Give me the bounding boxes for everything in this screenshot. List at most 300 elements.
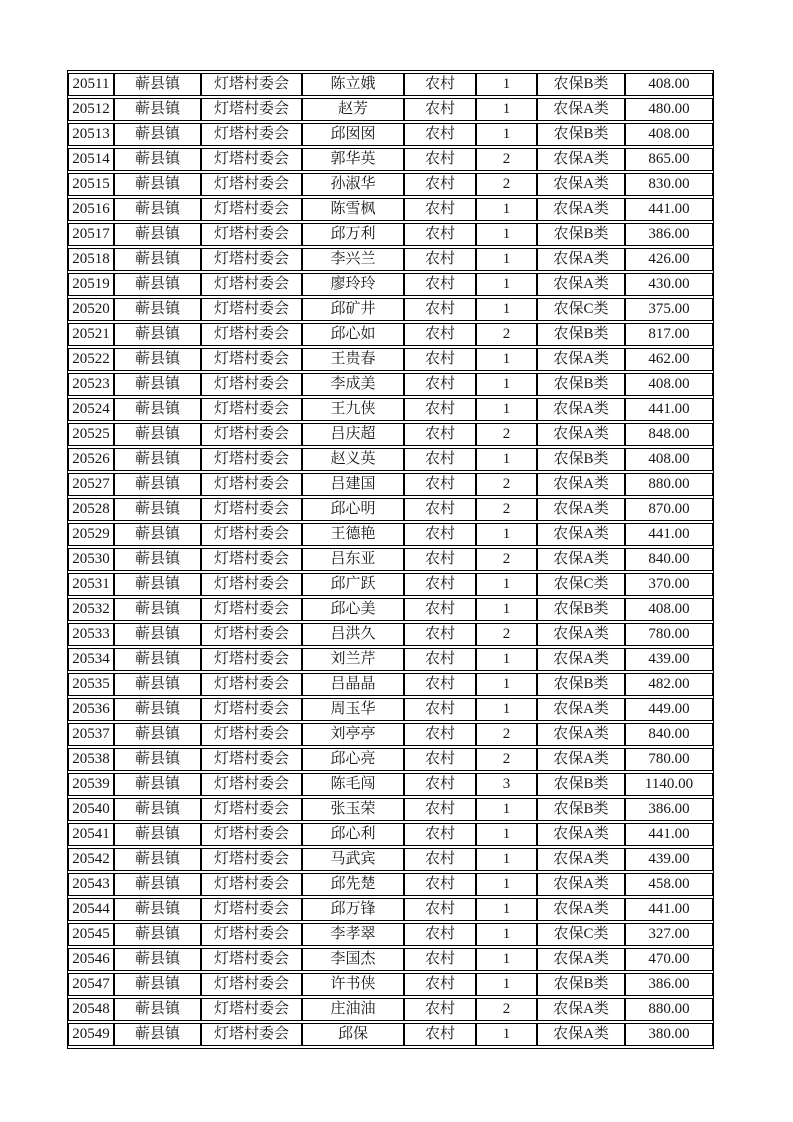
- insurance-category-cell: 农保B类: [537, 673, 625, 696]
- person-count-cell: 1: [476, 823, 537, 846]
- table-row: [68, 448, 713, 471]
- village-committee-cell: 灯塔村委会: [201, 823, 302, 846]
- amount-cell: 441.00: [625, 398, 713, 421]
- insurance-category-cell: 农保A类: [537, 998, 625, 1021]
- village-committee-cell: 灯塔村委会: [201, 298, 302, 321]
- serial-number-cell: 20543: [68, 873, 114, 896]
- town-cell: 蕲县镇: [114, 473, 201, 496]
- table-row: [68, 923, 713, 946]
- person-name-cell: 陈雪枫: [302, 198, 404, 221]
- insurance-category-cell: 农保A类: [537, 748, 625, 771]
- residence-type-cell: 农村: [404, 898, 476, 921]
- table-row: [68, 848, 713, 871]
- residence-type-cell: 农村: [404, 123, 476, 146]
- serial-number-cell: 20537: [68, 723, 114, 746]
- serial-number-cell: 20547: [68, 973, 114, 996]
- person-name-cell: 邱万锋: [302, 898, 404, 921]
- residence-type-cell: 农村: [404, 273, 476, 296]
- town-cell: 蕲县镇: [114, 448, 201, 471]
- village-committee-cell: 灯塔村委会: [201, 473, 302, 496]
- residence-type-cell: 农村: [404, 498, 476, 521]
- amount-cell: 880.00: [625, 998, 713, 1021]
- village-committee-cell: 灯塔村委会: [201, 98, 302, 121]
- person-count-cell: 2: [476, 473, 537, 496]
- serial-number-cell: 20522: [68, 348, 114, 371]
- residence-type-cell: 农村: [404, 648, 476, 671]
- insurance-category-cell: 农保A类: [537, 698, 625, 721]
- village-committee-cell: 灯塔村委会: [201, 1023, 302, 1046]
- serial-number-cell: 20521: [68, 323, 114, 346]
- person-name-cell: 邱心美: [302, 598, 404, 621]
- insurance-category-cell: 农保A类: [537, 948, 625, 971]
- residence-type-cell: 农村: [404, 598, 476, 621]
- town-cell: 蕲县镇: [114, 998, 201, 1021]
- person-count-cell: 1: [476, 123, 537, 146]
- town-cell: 蕲县镇: [114, 373, 201, 396]
- insurance-category-cell: 农保B类: [537, 973, 625, 996]
- table-row: [68, 473, 713, 496]
- table-row: [68, 398, 713, 421]
- village-committee-cell: 灯塔村委会: [201, 873, 302, 896]
- town-cell: 蕲县镇: [114, 723, 201, 746]
- amount-cell: 439.00: [625, 648, 713, 671]
- table-row: [68, 1023, 713, 1046]
- table-row: [68, 973, 713, 996]
- person-name-cell: 马武宾: [302, 848, 404, 871]
- person-name-cell: 吕洪久: [302, 623, 404, 646]
- amount-cell: 480.00: [625, 98, 713, 121]
- residence-type-cell: 农村: [404, 523, 476, 546]
- town-cell: 蕲县镇: [114, 973, 201, 996]
- serial-number-cell: 20518: [68, 248, 114, 271]
- table-row: [68, 823, 713, 846]
- serial-number-cell: 20542: [68, 848, 114, 871]
- person-count-cell: 1: [476, 648, 537, 671]
- residence-type-cell: 农村: [404, 973, 476, 996]
- amount-cell: 408.00: [625, 123, 713, 146]
- village-committee-cell: 灯塔村委会: [201, 773, 302, 796]
- table-row: [68, 498, 713, 521]
- person-count-cell: 1: [476, 448, 537, 471]
- table-row: [68, 73, 713, 96]
- person-name-cell: 张玉荣: [302, 798, 404, 821]
- village-committee-cell: 灯塔村委会: [201, 848, 302, 871]
- table-row: [68, 148, 713, 171]
- village-committee-cell: 灯塔村委会: [201, 398, 302, 421]
- person-name-cell: 周玉华: [302, 698, 404, 721]
- town-cell: 蕲县镇: [114, 223, 201, 246]
- insurance-category-cell: 农保A类: [537, 723, 625, 746]
- person-name-cell: 陈立娥: [302, 73, 404, 96]
- person-count-cell: 1: [476, 873, 537, 896]
- serial-number-cell: 20546: [68, 948, 114, 971]
- insurance-category-cell: 农保A类: [537, 348, 625, 371]
- person-name-cell: 赵义英: [302, 448, 404, 471]
- serial-number-cell: 20520: [68, 298, 114, 321]
- serial-number-cell: 20536: [68, 698, 114, 721]
- residence-type-cell: 农村: [404, 948, 476, 971]
- residence-type-cell: 农村: [404, 373, 476, 396]
- person-name-cell: 刘亭亭: [302, 723, 404, 746]
- amount-cell: 840.00: [625, 548, 713, 571]
- person-name-cell: 孙淑华: [302, 173, 404, 196]
- person-count-cell: 1: [476, 948, 537, 971]
- village-committee-cell: 灯塔村委会: [201, 348, 302, 371]
- amount-cell: 830.00: [625, 173, 713, 196]
- person-count-cell: 1: [476, 1023, 537, 1046]
- town-cell: 蕲县镇: [114, 548, 201, 571]
- person-count-cell: 1: [476, 848, 537, 871]
- serial-number-cell: 20517: [68, 223, 114, 246]
- insurance-category-cell: 农保B类: [537, 123, 625, 146]
- table-row: [68, 348, 713, 371]
- insurance-category-cell: 农保A类: [537, 523, 625, 546]
- insurance-category-cell: 农保C类: [537, 298, 625, 321]
- table-row: [68, 598, 713, 621]
- serial-number-cell: 20549: [68, 1023, 114, 1046]
- table-row: [68, 223, 713, 246]
- table-row: [68, 298, 713, 321]
- village-committee-cell: 灯塔村委会: [201, 198, 302, 221]
- residence-type-cell: 农村: [404, 698, 476, 721]
- serial-number-cell: 20514: [68, 148, 114, 171]
- town-cell: 蕲县镇: [114, 98, 201, 121]
- town-cell: 蕲县镇: [114, 948, 201, 971]
- village-committee-cell: 灯塔村委会: [201, 523, 302, 546]
- residence-type-cell: 农村: [404, 873, 476, 896]
- serial-number-cell: 20515: [68, 173, 114, 196]
- residence-type-cell: 农村: [404, 198, 476, 221]
- town-cell: 蕲县镇: [114, 773, 201, 796]
- table-row: [68, 323, 713, 346]
- person-count-cell: 1: [476, 348, 537, 371]
- serial-number-cell: 20512: [68, 98, 114, 121]
- person-name-cell: 邱囡囡: [302, 123, 404, 146]
- residence-type-cell: 农村: [404, 473, 476, 496]
- insurance-category-cell: 农保A类: [537, 873, 625, 896]
- village-committee-cell: 灯塔村委会: [201, 748, 302, 771]
- residence-type-cell: 农村: [404, 398, 476, 421]
- table-row: [68, 998, 713, 1021]
- insurance-category-cell: 农保B类: [537, 373, 625, 396]
- person-name-cell: 李国杰: [302, 948, 404, 971]
- person-count-cell: 1: [476, 573, 537, 596]
- insurance-category-cell: 农保A类: [537, 823, 625, 846]
- town-cell: 蕲县镇: [114, 823, 201, 846]
- serial-number-cell: 20539: [68, 773, 114, 796]
- person-count-cell: 1: [476, 198, 537, 221]
- amount-cell: 439.00: [625, 848, 713, 871]
- table-row: [68, 773, 713, 796]
- insurance-category-cell: 农保C类: [537, 923, 625, 946]
- insurance-category-cell: 农保B类: [537, 598, 625, 621]
- amount-cell: 482.00: [625, 673, 713, 696]
- insurance-category-cell: 农保A类: [537, 423, 625, 446]
- person-name-cell: 赵芳: [302, 98, 404, 121]
- person-name-cell: 王德艳: [302, 523, 404, 546]
- serial-number-cell: 20529: [68, 523, 114, 546]
- amount-cell: 458.00: [625, 873, 713, 896]
- town-cell: 蕲县镇: [114, 673, 201, 696]
- person-name-cell: 吕庆超: [302, 423, 404, 446]
- person-count-cell: 2: [476, 748, 537, 771]
- person-name-cell: 邱心利: [302, 823, 404, 846]
- person-count-cell: 2: [476, 148, 537, 171]
- town-cell: 蕲县镇: [114, 873, 201, 896]
- town-cell: 蕲县镇: [114, 648, 201, 671]
- town-cell: 蕲县镇: [114, 73, 201, 96]
- table-row: [68, 948, 713, 971]
- residence-type-cell: 农村: [404, 73, 476, 96]
- serial-number-cell: 20545: [68, 923, 114, 946]
- residence-type-cell: 农村: [404, 848, 476, 871]
- insurance-category-cell: 农保A类: [537, 623, 625, 646]
- village-committee-cell: 灯塔村委会: [201, 73, 302, 96]
- person-count-cell: 1: [476, 248, 537, 271]
- serial-number-cell: 20516: [68, 198, 114, 221]
- person-count-cell: 1: [476, 923, 537, 946]
- residence-type-cell: 农村: [404, 348, 476, 371]
- person-count-cell: 2: [476, 623, 537, 646]
- village-committee-cell: 灯塔村委会: [201, 648, 302, 671]
- village-committee-cell: 灯塔村委会: [201, 373, 302, 396]
- amount-cell: 462.00: [625, 348, 713, 371]
- serial-number-cell: 20526: [68, 448, 114, 471]
- serial-number-cell: 20548: [68, 998, 114, 1021]
- town-cell: 蕲县镇: [114, 573, 201, 596]
- town-cell: 蕲县镇: [114, 798, 201, 821]
- table-row: [68, 673, 713, 696]
- roster-table: [67, 70, 714, 1049]
- amount-cell: 441.00: [625, 898, 713, 921]
- table-row: [68, 748, 713, 771]
- amount-cell: 327.00: [625, 923, 713, 946]
- person-count-cell: 2: [476, 423, 537, 446]
- insurance-category-cell: 农保A类: [537, 898, 625, 921]
- person-count-cell: 2: [476, 548, 537, 571]
- person-name-cell: 李兴兰: [302, 248, 404, 271]
- serial-number-cell: 20533: [68, 623, 114, 646]
- person-name-cell: 李成美: [302, 373, 404, 396]
- residence-type-cell: 农村: [404, 248, 476, 271]
- town-cell: 蕲县镇: [114, 923, 201, 946]
- table-row: [68, 698, 713, 721]
- residence-type-cell: 农村: [404, 298, 476, 321]
- table-row: [68, 173, 713, 196]
- table-row: [68, 123, 713, 146]
- insurance-category-cell: 农保A类: [537, 248, 625, 271]
- town-cell: 蕲县镇: [114, 198, 201, 221]
- amount-cell: 441.00: [625, 198, 713, 221]
- serial-number-cell: 20523: [68, 373, 114, 396]
- table-row: [68, 573, 713, 596]
- town-cell: 蕲县镇: [114, 698, 201, 721]
- table-row: [68, 648, 713, 671]
- person-count-cell: 1: [476, 898, 537, 921]
- person-count-cell: 1: [476, 673, 537, 696]
- insurance-category-cell: 农保A类: [537, 173, 625, 196]
- residence-type-cell: 农村: [404, 998, 476, 1021]
- insurance-category-cell: 农保A类: [537, 498, 625, 521]
- person-count-cell: 1: [476, 223, 537, 246]
- amount-cell: 441.00: [625, 823, 713, 846]
- town-cell: 蕲县镇: [114, 298, 201, 321]
- insurance-category-cell: 农保A类: [537, 648, 625, 671]
- residence-type-cell: 农村: [404, 673, 476, 696]
- residence-type-cell: 农村: [404, 223, 476, 246]
- person-count-cell: 1: [476, 973, 537, 996]
- village-committee-cell: 灯塔村委会: [201, 673, 302, 696]
- village-committee-cell: 灯塔村委会: [201, 548, 302, 571]
- amount-cell: 780.00: [625, 623, 713, 646]
- amount-cell: 408.00: [625, 598, 713, 621]
- amount-cell: 780.00: [625, 748, 713, 771]
- amount-cell: 375.00: [625, 298, 713, 321]
- village-committee-cell: 灯塔村委会: [201, 223, 302, 246]
- person-count-cell: 2: [476, 723, 537, 746]
- person-count-cell: 2: [476, 173, 537, 196]
- amount-cell: 426.00: [625, 248, 713, 271]
- town-cell: 蕲县镇: [114, 898, 201, 921]
- village-committee-cell: 灯塔村委会: [201, 248, 302, 271]
- table-row: [68, 373, 713, 396]
- person-name-cell: 郭华英: [302, 148, 404, 171]
- insurance-category-cell: 农保A类: [537, 198, 625, 221]
- person-name-cell: 王贵春: [302, 348, 404, 371]
- person-name-cell: 邱保: [302, 1023, 404, 1046]
- amount-cell: 370.00: [625, 573, 713, 596]
- table-row: [68, 548, 713, 571]
- village-committee-cell: 灯塔村委会: [201, 998, 302, 1021]
- amount-cell: 848.00: [625, 423, 713, 446]
- person-count-cell: 1: [476, 373, 537, 396]
- insurance-category-cell: 农保A类: [537, 398, 625, 421]
- town-cell: 蕲县镇: [114, 398, 201, 421]
- serial-number-cell: 20538: [68, 748, 114, 771]
- person-name-cell: 邱万利: [302, 223, 404, 246]
- person-name-cell: 邱矿井: [302, 298, 404, 321]
- residence-type-cell: 农村: [404, 323, 476, 346]
- serial-number-cell: 20519: [68, 273, 114, 296]
- serial-number-cell: 20541: [68, 823, 114, 846]
- village-committee-cell: 灯塔村委会: [201, 623, 302, 646]
- person-count-cell: 1: [476, 273, 537, 296]
- village-committee-cell: 灯塔村委会: [201, 423, 302, 446]
- residence-type-cell: 农村: [404, 448, 476, 471]
- residence-type-cell: 农村: [404, 923, 476, 946]
- amount-cell: 430.00: [625, 273, 713, 296]
- amount-cell: 1140.00: [625, 773, 713, 796]
- amount-cell: 880.00: [625, 473, 713, 496]
- person-count-cell: 2: [476, 498, 537, 521]
- residence-type-cell: 农村: [404, 748, 476, 771]
- person-count-cell: 1: [476, 598, 537, 621]
- person-count-cell: 1: [476, 298, 537, 321]
- village-committee-cell: 灯塔村委会: [201, 798, 302, 821]
- insurance-category-cell: 农保A类: [537, 473, 625, 496]
- town-cell: 蕲县镇: [114, 748, 201, 771]
- town-cell: 蕲县镇: [114, 423, 201, 446]
- amount-cell: 470.00: [625, 948, 713, 971]
- residence-type-cell: 农村: [404, 798, 476, 821]
- insurance-category-cell: 农保C类: [537, 573, 625, 596]
- town-cell: 蕲县镇: [114, 623, 201, 646]
- table-row: [68, 98, 713, 121]
- amount-cell: 386.00: [625, 798, 713, 821]
- amount-cell: 441.00: [625, 523, 713, 546]
- amount-cell: 386.00: [625, 223, 713, 246]
- town-cell: 蕲县镇: [114, 273, 201, 296]
- table-row: [68, 798, 713, 821]
- town-cell: 蕲县镇: [114, 148, 201, 171]
- person-count-cell: 2: [476, 998, 537, 1021]
- insurance-category-cell: 农保A类: [537, 148, 625, 171]
- town-cell: 蕲县镇: [114, 1023, 201, 1046]
- person-name-cell: 廖玲玲: [302, 273, 404, 296]
- village-committee-cell: 灯塔村委会: [201, 123, 302, 146]
- person-name-cell: 邱心明: [302, 498, 404, 521]
- residence-type-cell: 农村: [404, 623, 476, 646]
- insurance-category-cell: 农保A类: [537, 548, 625, 571]
- village-committee-cell: 灯塔村委会: [201, 698, 302, 721]
- person-count-cell: 1: [476, 698, 537, 721]
- village-committee-cell: 灯塔村委会: [201, 498, 302, 521]
- residence-type-cell: 农村: [404, 823, 476, 846]
- amount-cell: 386.00: [625, 973, 713, 996]
- serial-number-cell: 20511: [68, 73, 114, 96]
- serial-number-cell: 20532: [68, 598, 114, 621]
- serial-number-cell: 20513: [68, 123, 114, 146]
- serial-number-cell: 20527: [68, 473, 114, 496]
- village-committee-cell: 灯塔村委会: [201, 173, 302, 196]
- insurance-category-cell: 农保A类: [537, 1023, 625, 1046]
- person-name-cell: 吕建国: [302, 473, 404, 496]
- amount-cell: 870.00: [625, 498, 713, 521]
- village-committee-cell: 灯塔村委会: [201, 598, 302, 621]
- person-name-cell: 许书侠: [302, 973, 404, 996]
- table-row: [68, 873, 713, 896]
- person-name-cell: 邱广跃: [302, 573, 404, 596]
- person-count-cell: 1: [476, 798, 537, 821]
- serial-number-cell: 20525: [68, 423, 114, 446]
- amount-cell: 449.00: [625, 698, 713, 721]
- person-count-cell: 3: [476, 773, 537, 796]
- amount-cell: 408.00: [625, 448, 713, 471]
- amount-cell: 865.00: [625, 148, 713, 171]
- person-name-cell: 吕东亚: [302, 548, 404, 571]
- town-cell: 蕲县镇: [114, 348, 201, 371]
- amount-cell: 408.00: [625, 73, 713, 96]
- amount-cell: 380.00: [625, 1023, 713, 1046]
- insurance-category-cell: 农保A类: [537, 848, 625, 871]
- town-cell: 蕲县镇: [114, 848, 201, 871]
- residence-type-cell: 农村: [404, 148, 476, 171]
- village-committee-cell: 灯塔村委会: [201, 923, 302, 946]
- insurance-category-cell: 农保B类: [537, 448, 625, 471]
- town-cell: 蕲县镇: [114, 498, 201, 521]
- person-name-cell: 刘兰芹: [302, 648, 404, 671]
- residence-type-cell: 农村: [404, 573, 476, 596]
- table-body: [68, 73, 713, 1046]
- person-name-cell: 吕晶晶: [302, 673, 404, 696]
- table-row: [68, 273, 713, 296]
- person-name-cell: 庄油油: [302, 998, 404, 1021]
- person-name-cell: 邱先楚: [302, 873, 404, 896]
- town-cell: 蕲县镇: [114, 598, 201, 621]
- village-committee-cell: 灯塔村委会: [201, 948, 302, 971]
- amount-cell: 408.00: [625, 373, 713, 396]
- town-cell: 蕲县镇: [114, 523, 201, 546]
